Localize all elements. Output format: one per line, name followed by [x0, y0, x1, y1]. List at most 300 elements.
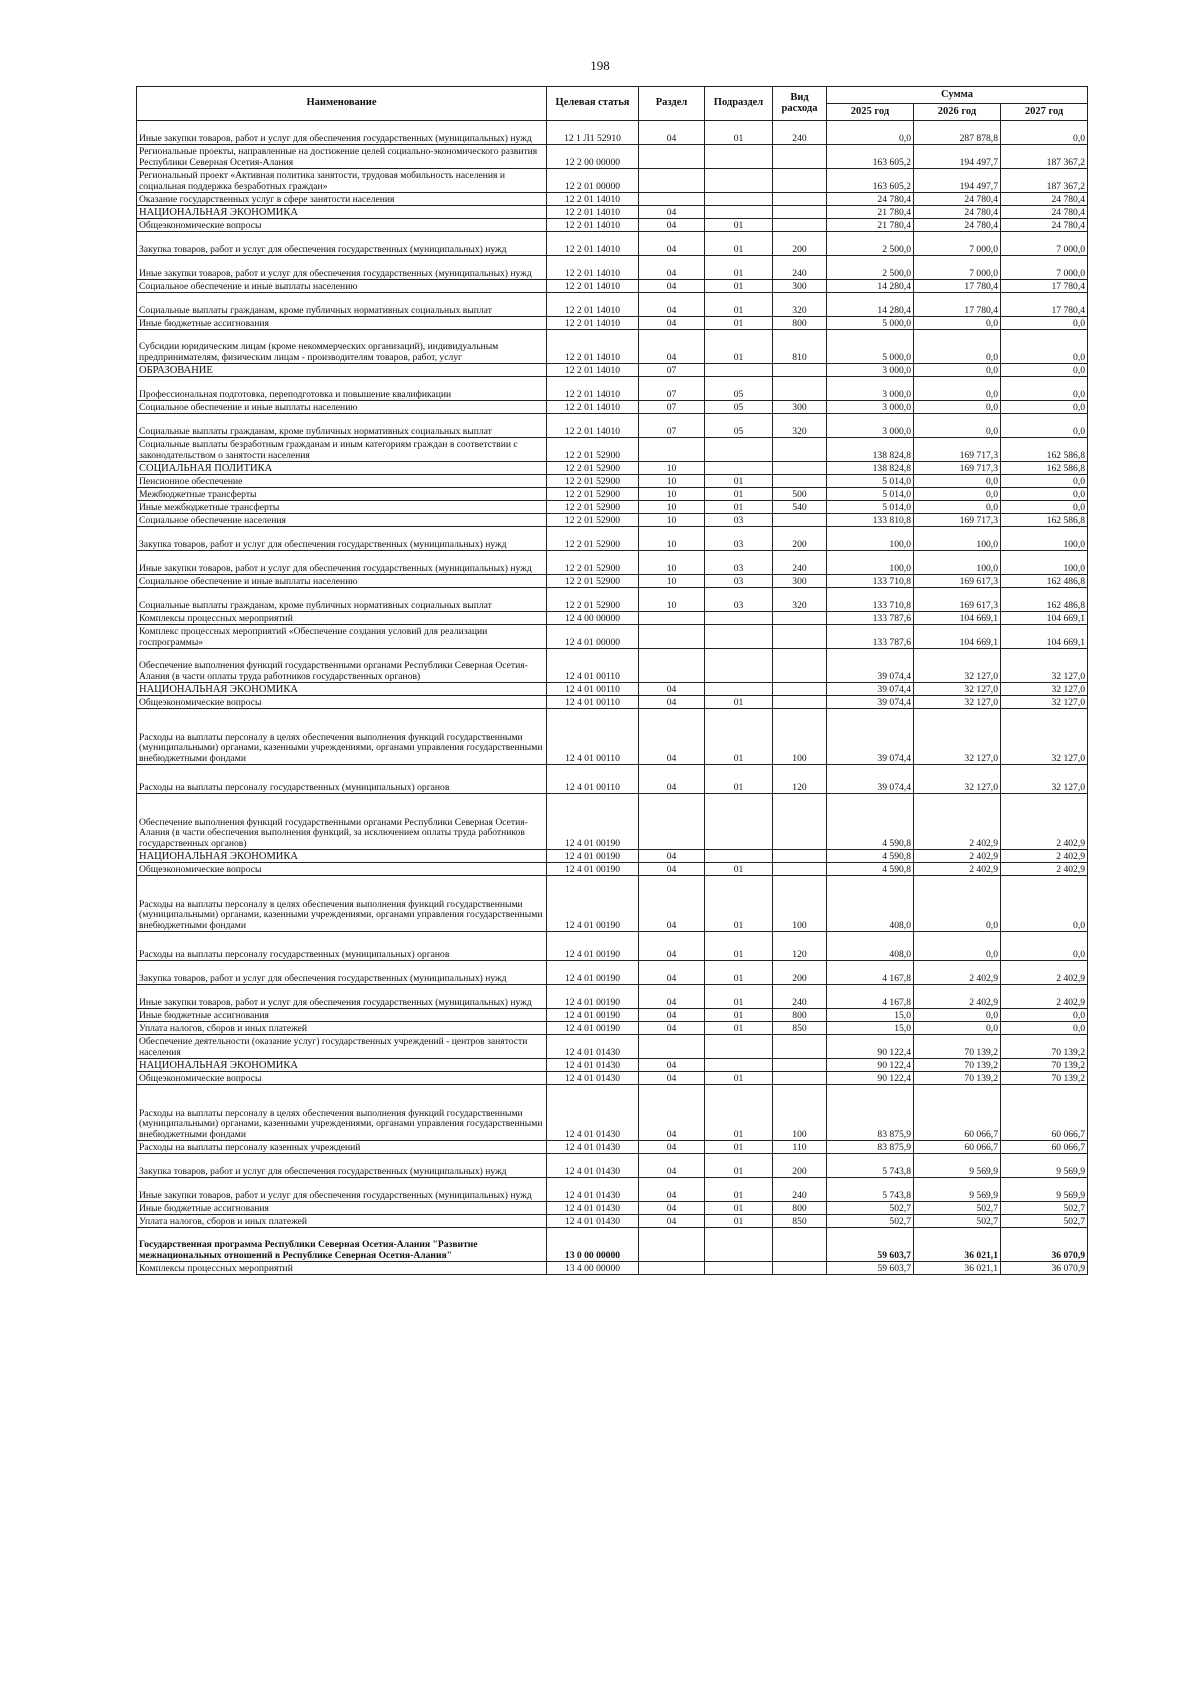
- cell-target: 12 2 01 52900: [547, 575, 639, 588]
- cell-target: 12 2 01 14010: [547, 401, 639, 414]
- table-row: [137, 488, 1088, 501]
- cell-name: Иные закупки товаров, работ и услуг для обеспечения государственных (муниципальных) нужд: [137, 121, 547, 145]
- cell-type: 100: [773, 876, 827, 932]
- cell-section: [639, 1262, 705, 1275]
- cell-section: 04: [639, 280, 705, 293]
- cell-target: 12 4 01 00000: [547, 625, 639, 649]
- cell-target: 12 2 01 52900: [547, 501, 639, 514]
- cell-2027: 36 070,9: [1001, 1262, 1088, 1275]
- cell-section: 04: [639, 330, 705, 364]
- cell-subsection: 05: [705, 377, 773, 401]
- cell-2026: 60 066,7: [914, 1141, 1001, 1154]
- cell-section: 10: [639, 488, 705, 501]
- cell-name: Социальное обеспечение населения: [137, 514, 547, 527]
- cell-name: Расходы на выплаты персоналу государственных (муниципальных) органов: [137, 932, 547, 961]
- cell-2027: 32 127,0: [1001, 765, 1088, 794]
- cell-subsection: 01: [705, 863, 773, 876]
- cell-2027: 0,0: [1001, 317, 1088, 330]
- cell-2026: 24 780,4: [914, 206, 1001, 219]
- cell-target: 12 2 01 52900: [547, 514, 639, 527]
- cell-name: Комплекс процессных мероприятий «Обеспечение создания условий для реализации госпрограммы»: [137, 625, 547, 649]
- cell-2027: 187 367,2: [1001, 145, 1088, 169]
- cell-subsection: [705, 794, 773, 850]
- cell-2027: 2 402,9: [1001, 961, 1088, 985]
- cell-2027: 502,7: [1001, 1202, 1088, 1215]
- cell-2026: 36 021,1: [914, 1228, 1001, 1262]
- cell-subsection: 01: [705, 317, 773, 330]
- cell-target: 12 2 01 52900: [547, 527, 639, 551]
- cell-section: 04: [639, 696, 705, 709]
- header-2026: 2026 год: [914, 104, 1001, 121]
- cell-subsection: [705, 1059, 773, 1072]
- cell-subsection: [705, 206, 773, 219]
- header-2025: 2025 год: [827, 104, 914, 121]
- cell-section: 04: [639, 232, 705, 256]
- table-row: [137, 696, 1088, 709]
- cell-target: 12 1 Л1 52910: [547, 121, 639, 145]
- cell-target: 12 2 01 52900: [547, 588, 639, 612]
- cell-2027: 17 780,4: [1001, 293, 1088, 317]
- cell-2026: 0,0: [914, 317, 1001, 330]
- cell-target: 12 4 01 01430: [547, 1178, 639, 1202]
- cell-section: 10: [639, 588, 705, 612]
- budget-table: [136, 86, 1088, 1275]
- cell-name: Социальное обеспечение и иные выплаты населению: [137, 280, 547, 293]
- cell-type: 800: [773, 1009, 827, 1022]
- header-subsection: Подраздел: [705, 87, 773, 121]
- cell-name: Уплата налогов, сборов и иных платежей: [137, 1022, 547, 1035]
- cell-name: Обеспечение выполнения функций государственными органами Республики Северная Осетия-Алания (в части оплаты труда работников государственных органов): [137, 649, 547, 683]
- cell-2026: 169 717,3: [914, 514, 1001, 527]
- cell-section: [639, 612, 705, 625]
- table-row: [137, 317, 1088, 330]
- cell-target: 12 4 01 01430: [547, 1072, 639, 1085]
- cell-section: 04: [639, 1022, 705, 1035]
- cell-2027: 36 070,9: [1001, 1228, 1088, 1262]
- cell-subsection: [705, 364, 773, 377]
- cell-2026: 194 497,7: [914, 169, 1001, 193]
- cell-name: Межбюджетные трансферты: [137, 488, 547, 501]
- cell-name: Оказание государственных услуг в сфере занятости населения: [137, 193, 547, 206]
- cell-section: 04: [639, 863, 705, 876]
- cell-target: 12 2 01 14010: [547, 232, 639, 256]
- cell-2025: 83 875,9: [827, 1085, 914, 1141]
- cell-subsection: 03: [705, 575, 773, 588]
- cell-name: Социальные выплаты безработным гражданам и иным категориям граждан в соответствии с законодательством о занятости населения: [137, 438, 547, 462]
- cell-section: 04: [639, 985, 705, 1009]
- cell-2026: 2 402,9: [914, 961, 1001, 985]
- cell-section: 04: [639, 932, 705, 961]
- cell-section: [639, 169, 705, 193]
- cell-subsection: [705, 683, 773, 696]
- cell-section: 10: [639, 527, 705, 551]
- cell-name: Закупка товаров, работ и услуг для обеспечения государственных (муниципальных) нужд: [137, 1154, 547, 1178]
- cell-subsection: [705, 145, 773, 169]
- cell-subsection: [705, 612, 773, 625]
- cell-target: 12 2 01 14010: [547, 193, 639, 206]
- cell-type: 200: [773, 527, 827, 551]
- cell-type: 320: [773, 414, 827, 438]
- cell-2025: 138 824,8: [827, 438, 914, 462]
- cell-target: 12 4 01 01430: [547, 1154, 639, 1178]
- cell-2025: 100,0: [827, 527, 914, 551]
- cell-2026: 24 780,4: [914, 193, 1001, 206]
- cell-2027: 0,0: [1001, 401, 1088, 414]
- cell-2025: 133 710,8: [827, 588, 914, 612]
- cell-2027: 0,0: [1001, 1009, 1088, 1022]
- table-row: [137, 612, 1088, 625]
- cell-type: 200: [773, 1154, 827, 1178]
- cell-type: [773, 1072, 827, 1085]
- cell-subsection: 01: [705, 985, 773, 1009]
- cell-2025: 408,0: [827, 932, 914, 961]
- cell-2025: 3 000,0: [827, 414, 914, 438]
- cell-type: 240: [773, 551, 827, 575]
- cell-2027: 70 139,2: [1001, 1072, 1088, 1085]
- cell-type: [773, 438, 827, 462]
- cell-section: 10: [639, 501, 705, 514]
- cell-2026: 0,0: [914, 401, 1001, 414]
- cell-target: 12 4 01 01430: [547, 1215, 639, 1228]
- cell-subsection: [705, 1035, 773, 1059]
- table-row: [137, 462, 1088, 475]
- cell-2025: 14 280,4: [827, 293, 914, 317]
- cell-section: 04: [639, 121, 705, 145]
- cell-name: СОЦИАЛЬНАЯ ПОЛИТИКА: [137, 462, 547, 475]
- cell-2026: 502,7: [914, 1215, 1001, 1228]
- cell-2026: 2 402,9: [914, 985, 1001, 1009]
- cell-2027: 24 780,4: [1001, 206, 1088, 219]
- cell-type: 100: [773, 709, 827, 765]
- cell-2025: 39 074,4: [827, 683, 914, 696]
- cell-name: Расходы на выплаты персоналу государственных (муниципальных) органов: [137, 765, 547, 794]
- cell-target: 12 4 01 00190: [547, 932, 639, 961]
- cell-2027: 104 669,1: [1001, 612, 1088, 625]
- cell-target: 12 4 01 00190: [547, 794, 639, 850]
- cell-subsection: 01: [705, 765, 773, 794]
- cell-2026: 0,0: [914, 1022, 1001, 1035]
- cell-2027: 0,0: [1001, 488, 1088, 501]
- cell-subsection: 01: [705, 1141, 773, 1154]
- cell-type: [773, 219, 827, 232]
- cell-2026: 0,0: [914, 377, 1001, 401]
- cell-type: 240: [773, 1178, 827, 1202]
- cell-name: Социальные выплаты гражданам, кроме публичных нормативных социальных выплат: [137, 293, 547, 317]
- table-row: [137, 206, 1088, 219]
- cell-2026: 502,7: [914, 1202, 1001, 1215]
- table-body: [137, 121, 1088, 1275]
- cell-subsection: 01: [705, 876, 773, 932]
- cell-section: 04: [639, 1141, 705, 1154]
- cell-target: 12 2 01 00000: [547, 169, 639, 193]
- cell-section: [639, 1035, 705, 1059]
- cell-2026: 100,0: [914, 527, 1001, 551]
- table-row: [137, 683, 1088, 696]
- cell-subsection: 01: [705, 696, 773, 709]
- cell-2026: 287 878,8: [914, 121, 1001, 145]
- table-row: [137, 1085, 1088, 1141]
- table-row: [137, 1228, 1088, 1262]
- cell-2026: 2 402,9: [914, 850, 1001, 863]
- cell-2025: 83 875,9: [827, 1141, 914, 1154]
- table-row: [137, 551, 1088, 575]
- cell-2027: 187 367,2: [1001, 169, 1088, 193]
- cell-2027: 9 569,9: [1001, 1154, 1088, 1178]
- cell-section: 10: [639, 575, 705, 588]
- cell-subsection: 05: [705, 414, 773, 438]
- cell-name: ОБРАЗОВАНИЕ: [137, 364, 547, 377]
- cell-section: 10: [639, 462, 705, 475]
- cell-type: 800: [773, 1202, 827, 1215]
- cell-subsection: [705, 193, 773, 206]
- cell-section: 07: [639, 377, 705, 401]
- cell-2026: 7 000,0: [914, 232, 1001, 256]
- cell-type: 300: [773, 575, 827, 588]
- table-row: [137, 527, 1088, 551]
- cell-2026: 169 617,3: [914, 575, 1001, 588]
- cell-2025: 4 167,8: [827, 961, 914, 985]
- cell-2027: 0,0: [1001, 364, 1088, 377]
- cell-2027: 60 066,7: [1001, 1085, 1088, 1141]
- cell-subsection: 01: [705, 1085, 773, 1141]
- table-row: [137, 1262, 1088, 1275]
- cell-2026: 0,0: [914, 488, 1001, 501]
- cell-2026: 2 402,9: [914, 794, 1001, 850]
- cell-target: 12 4 01 01430: [547, 1059, 639, 1072]
- cell-target: 13 4 00 00000: [547, 1262, 639, 1275]
- cell-name: Иные закупки товаров, работ и услуг для обеспечения государственных (муниципальных) нужд: [137, 985, 547, 1009]
- cell-2025: 3 000,0: [827, 377, 914, 401]
- header-section: Раздел: [639, 87, 705, 121]
- cell-2027: 24 780,4: [1001, 219, 1088, 232]
- cell-2027: 32 127,0: [1001, 696, 1088, 709]
- table-row: [137, 649, 1088, 683]
- cell-section: [639, 649, 705, 683]
- cell-target: 12 4 01 00190: [547, 1009, 639, 1022]
- cell-subsection: [705, 850, 773, 863]
- cell-target: 12 2 01 14010: [547, 280, 639, 293]
- cell-section: [639, 1228, 705, 1262]
- table-row: [137, 1215, 1088, 1228]
- cell-2027: 104 669,1: [1001, 625, 1088, 649]
- cell-2027: 2 402,9: [1001, 863, 1088, 876]
- cell-2027: 0,0: [1001, 330, 1088, 364]
- cell-2027: 162 586,8: [1001, 514, 1088, 527]
- cell-target: 12 4 01 00110: [547, 765, 639, 794]
- cell-2026: 0,0: [914, 932, 1001, 961]
- cell-type: 100: [773, 1085, 827, 1141]
- table-row: [137, 401, 1088, 414]
- cell-2027: 162 586,8: [1001, 462, 1088, 475]
- cell-2026: 104 669,1: [914, 612, 1001, 625]
- cell-section: 04: [639, 683, 705, 696]
- cell-2026: 70 139,2: [914, 1035, 1001, 1059]
- cell-subsection: [705, 438, 773, 462]
- table-row: [137, 794, 1088, 850]
- cell-subsection: 01: [705, 709, 773, 765]
- table-row: [137, 1178, 1088, 1202]
- cell-type: 800: [773, 317, 827, 330]
- cell-2025: 133 787,6: [827, 625, 914, 649]
- table-row: [137, 709, 1088, 765]
- cell-name: Государственная программа Республики Северная Осетия-Алания "Развитие межнациональных отношений в Республике Северная Осетия-Алания": [137, 1228, 547, 1262]
- cell-2026: 169 717,3: [914, 462, 1001, 475]
- cell-target: 12 4 01 00190: [547, 876, 639, 932]
- cell-name: Региональный проект «Активная политика занятости, трудовая мобильность населения и социальная поддержка безработных граждан»: [137, 169, 547, 193]
- cell-target: 12 2 01 14010: [547, 219, 639, 232]
- cell-type: 240: [773, 256, 827, 280]
- cell-type: 500: [773, 488, 827, 501]
- cell-type: [773, 193, 827, 206]
- cell-2027: 2 402,9: [1001, 794, 1088, 850]
- cell-section: 10: [639, 475, 705, 488]
- cell-type: [773, 377, 827, 401]
- cell-section: [639, 193, 705, 206]
- cell-2025: 59 603,7: [827, 1262, 914, 1275]
- cell-2027: 100,0: [1001, 551, 1088, 575]
- cell-subsection: [705, 625, 773, 649]
- cell-target: 12 4 01 00110: [547, 696, 639, 709]
- cell-name: Социальные выплаты гражданам, кроме публичных нормативных социальных выплат: [137, 414, 547, 438]
- cell-name: Иные закупки товаров, работ и услуг для обеспечения государственных (муниципальных) нужд: [137, 551, 547, 575]
- table-row: [137, 1072, 1088, 1085]
- table-row: [137, 280, 1088, 293]
- cell-2026: 0,0: [914, 364, 1001, 377]
- cell-2026: 7 000,0: [914, 256, 1001, 280]
- cell-2026: 32 127,0: [914, 765, 1001, 794]
- cell-target: 12 2 01 14010: [547, 414, 639, 438]
- cell-2026: 32 127,0: [914, 649, 1001, 683]
- table-row: [137, 377, 1088, 401]
- cell-type: 850: [773, 1022, 827, 1035]
- cell-subsection: 01: [705, 961, 773, 985]
- cell-type: [773, 612, 827, 625]
- cell-2025: 59 603,7: [827, 1228, 914, 1262]
- cell-subsection: [705, 169, 773, 193]
- cell-name: Иные межбюджетные трансферты: [137, 501, 547, 514]
- cell-target: 12 2 01 14010: [547, 330, 639, 364]
- cell-2025: 5 000,0: [827, 317, 914, 330]
- table-row: [137, 414, 1088, 438]
- cell-2025: 2 500,0: [827, 256, 914, 280]
- cell-2027: 0,0: [1001, 121, 1088, 145]
- cell-name: НАЦИОНАЛЬНАЯ ЭКОНОМИКА: [137, 683, 547, 696]
- table-row: [137, 501, 1088, 514]
- cell-subsection: [705, 1228, 773, 1262]
- cell-type: 110: [773, 1141, 827, 1154]
- cell-target: 12 2 00 00000: [547, 145, 639, 169]
- cell-2026: 0,0: [914, 501, 1001, 514]
- cell-2027: 60 066,7: [1001, 1141, 1088, 1154]
- cell-target: 12 4 01 00190: [547, 985, 639, 1009]
- cell-target: 12 2 01 52900: [547, 475, 639, 488]
- cell-2025: 5 000,0: [827, 330, 914, 364]
- cell-section: 04: [639, 1009, 705, 1022]
- cell-type: [773, 863, 827, 876]
- cell-target: 12 2 01 52900: [547, 488, 639, 501]
- cell-target: 12 4 01 01430: [547, 1035, 639, 1059]
- cell-subsection: 01: [705, 1154, 773, 1178]
- cell-subsection: [705, 649, 773, 683]
- cell-2025: 100,0: [827, 551, 914, 575]
- cell-2025: 408,0: [827, 876, 914, 932]
- cell-2027: 162 486,8: [1001, 575, 1088, 588]
- cell-target: 12 2 01 14010: [547, 377, 639, 401]
- cell-subsection: 01: [705, 280, 773, 293]
- cell-target: 12 4 01 01430: [547, 1202, 639, 1215]
- cell-name: Иные закупки товаров, работ и услуг для обеспечения государственных (муниципальных) нужд: [137, 1178, 547, 1202]
- cell-2025: 163 605,2: [827, 169, 914, 193]
- cell-type: 300: [773, 280, 827, 293]
- table-row: [137, 256, 1088, 280]
- cell-target: 12 2 01 14010: [547, 293, 639, 317]
- cell-subsection: 01: [705, 1022, 773, 1035]
- cell-2026: 2 402,9: [914, 863, 1001, 876]
- cell-name: Расходы на выплаты персоналу в целях обеспечения выполнения функций государственными (муниципальными) органами, казенными учреждениями, органами управления государственными внебюджетными фондами: [137, 709, 547, 765]
- cell-2027: 2 402,9: [1001, 985, 1088, 1009]
- cell-subsection: [705, 1262, 773, 1275]
- cell-type: 850: [773, 1215, 827, 1228]
- cell-2027: 17 780,4: [1001, 280, 1088, 293]
- table-row: [137, 219, 1088, 232]
- cell-type: 320: [773, 588, 827, 612]
- header-name: Наименование: [137, 87, 547, 121]
- cell-section: 04: [639, 765, 705, 794]
- cell-section: 04: [639, 256, 705, 280]
- table-row: [137, 330, 1088, 364]
- cell-section: [639, 145, 705, 169]
- cell-2027: 2 402,9: [1001, 850, 1088, 863]
- cell-type: [773, 1035, 827, 1059]
- cell-subsection: 01: [705, 1072, 773, 1085]
- cell-section: 10: [639, 551, 705, 575]
- cell-2025: 133 787,6: [827, 612, 914, 625]
- cell-2025: 4 590,8: [827, 863, 914, 876]
- cell-section: 07: [639, 364, 705, 377]
- cell-type: [773, 1262, 827, 1275]
- cell-target: 12 4 01 01430: [547, 1141, 639, 1154]
- cell-2025: 90 122,4: [827, 1059, 914, 1072]
- cell-name: Расходы на выплаты персоналу в целях обеспечения выполнения функций государственными (муниципальными) органами, казенными учреждениями, органами управления государственными внебюджетными фондами: [137, 1085, 547, 1141]
- cell-name: Обеспечение выполнения функций государственными органами Республики Северная Осетия-Алания (в части обеспечения выполнения функций, за исключением оплаты труда работников государственных органов): [137, 794, 547, 850]
- cell-2025: 138 824,8: [827, 462, 914, 475]
- table-row: [137, 293, 1088, 317]
- cell-type: [773, 364, 827, 377]
- cell-name: Социальные выплаты гражданам, кроме публичных нормативных социальных выплат: [137, 588, 547, 612]
- cell-name: Обеспечение деятельности (оказание услуг) государственных учреждений - центров занятости населения: [137, 1035, 547, 1059]
- cell-subsection: 03: [705, 588, 773, 612]
- cell-type: [773, 206, 827, 219]
- cell-2026: 17 780,4: [914, 293, 1001, 317]
- cell-section: 04: [639, 1202, 705, 1215]
- cell-section: 10: [639, 514, 705, 527]
- cell-name: Пенсионное обеспечение: [137, 475, 547, 488]
- cell-name: Уплата налогов, сборов и иных платежей: [137, 1215, 547, 1228]
- cell-type: [773, 145, 827, 169]
- cell-2025: 21 780,4: [827, 219, 914, 232]
- cell-subsection: 01: [705, 256, 773, 280]
- cell-2025: 5 014,0: [827, 488, 914, 501]
- cell-subsection: 01: [705, 488, 773, 501]
- cell-type: 300: [773, 401, 827, 414]
- cell-2026: 0,0: [914, 414, 1001, 438]
- header-sum: Сумма: [827, 87, 1088, 104]
- cell-2026: 32 127,0: [914, 683, 1001, 696]
- cell-name: Иные бюджетные ассигнования: [137, 317, 547, 330]
- cell-section: 04: [639, 206, 705, 219]
- cell-2025: 39 074,4: [827, 649, 914, 683]
- cell-name: Иные бюджетные ассигнования: [137, 1202, 547, 1215]
